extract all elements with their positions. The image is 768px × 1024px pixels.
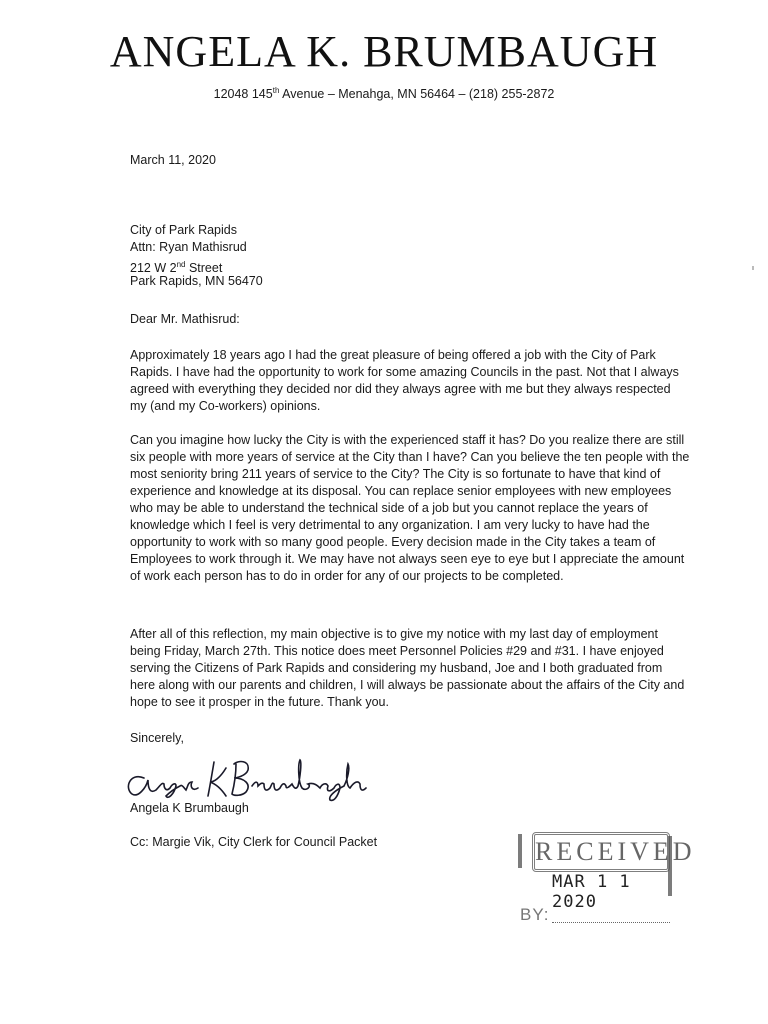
handwritten-signature xyxy=(122,748,382,804)
greeting: Dear Mr. Mathisrud: xyxy=(130,312,240,326)
letter-date: March 11, 2020 xyxy=(130,153,216,167)
address-number: 12048 145 xyxy=(213,87,273,102)
stamp-signature-line xyxy=(552,922,670,923)
scan-mark xyxy=(752,266,754,270)
street-suffix: nd xyxy=(176,260,186,269)
received-stamp xyxy=(510,830,696,935)
letterhead-address xyxy=(0,86,768,101)
recipient-street xyxy=(130,256,690,276)
recipient-block xyxy=(130,222,690,290)
letterhead-name: ANGELA K. BRUMBAUGH xyxy=(109,27,659,76)
closing: Sincerely, xyxy=(130,731,184,745)
body-paragraph: Can you imagine how lucky the City is with the experienced staff it has? Do you realize there are still six people with more years of service at the City than I have? Can you believe the ten people with the most seniority bring 211 years of service to the City? The City is so fortunate to have that kind of experience and knowledge at its disposal. You can replace senior employees with new employees who may be able to understand the technical side of a job but you cannot replace the years of knowledge which I feel is very detrimental to any organization. I am very lucky to have had the opportunity to work with so many good people. Every decision made in the City takes a team of Employees to work through it. We may have not always seen eye to eye but I appreciate the amount of work each person has to do in order for any of our projects to be completed. xyxy=(130,433,690,583)
body-paragraph: After all of this reflection, my main objective is to give my notice with my last day of employment being Friday, March 27th. This notice does meet Personnel Policies #29 and #31. I have enjoyed serving the Citizens of Park Rapids and considering my husband, Joe and I both graduated from here along with our parents and children, I will always be passionate about the affairs of the City and hope to see it prosper in the future. Thank you. xyxy=(130,627,685,709)
address-rest: Avenue – Menahga, MN 56464 – (218) 255-2872 xyxy=(279,87,555,102)
recipient-line: Park Rapids, MN 56470 xyxy=(130,274,263,288)
stamp-date: MAR 1 1 2020 xyxy=(552,872,631,912)
cc-line: Cc: Margie Vik, City Clerk for Council Packet xyxy=(130,835,378,849)
recipient-line: City of Park Rapids xyxy=(130,223,237,237)
street-rest: Street xyxy=(185,261,223,276)
stamp-heading: RECEIVED xyxy=(532,832,670,872)
address-suffix: th xyxy=(272,86,280,95)
recipient-line: Attn: Ryan Mathisrud xyxy=(130,240,247,254)
stamp-by: BY: xyxy=(520,905,550,924)
street-number: 212 W 2 xyxy=(130,261,177,276)
signer-name: Angela K Brumbaugh xyxy=(130,801,249,815)
body-paragraph: Approximately 18 years ago I had the great pleasure of being offered a job with the City of Park Rapids. I have had the opportunity to work for some amazing Councils in the past. Not that I always agreed with everything they decided nor did they always agree with me but they always respected my (and my Co-workers) opinions. xyxy=(130,348,679,413)
